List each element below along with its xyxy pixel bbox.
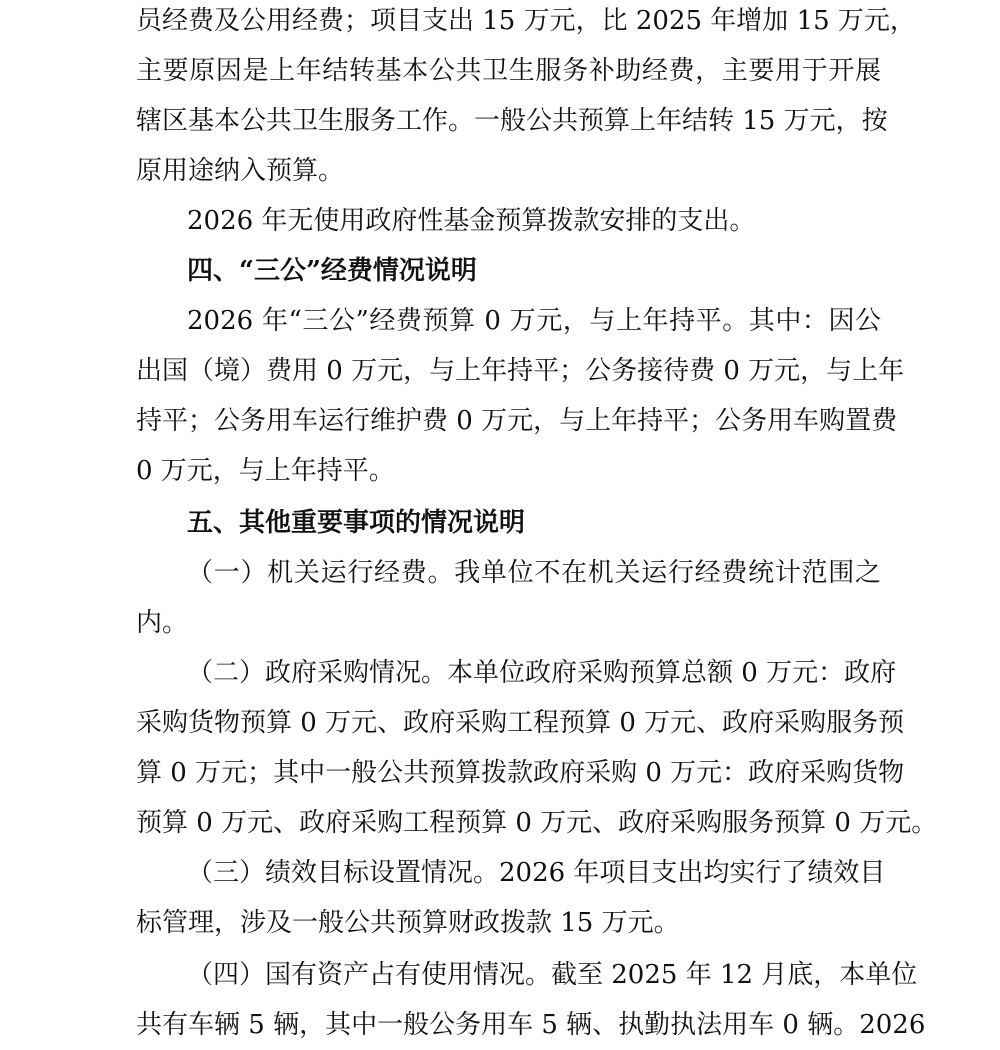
text-line: 算 0 万元；其中一般公共预算拨款政府采购 0 万元：政府采购货物: [136, 758, 905, 788]
text-line: 内。: [136, 608, 189, 638]
text-line: （三）绩效目标设置情况。2026 年项目支出均实行了绩效目: [187, 858, 886, 888]
text-line: 员经费及公用经费；项目支出 15 万元，比 2025 年增加 15 万元，: [136, 6, 916, 36]
text-line: 持平；公务用车运行维护费 0 万元，与上年持平；公务用车购置费: [136, 406, 898, 436]
text-line: 共有车辆 5 辆，其中一般公务用车 5 辆、执勤执法用车 0 辆。2026: [136, 1010, 926, 1040]
text-line: 主要原因是上年结转基本公共卫生服务补助经费，主要用于开展: [136, 56, 881, 86]
text-line: （四）国有资产占有使用情况。截至 2025 年 12 月底，本单位: [187, 960, 918, 990]
text-line: （一）机关运行经费。我单位不在机关运行经费统计范围之: [187, 558, 881, 588]
text-line: （二）政府采购情况。本单位政府采购预算总额 0 万元：政府: [187, 658, 897, 688]
text-line: 采购货物预算 0 万元、政府采购工程预算 0 万元、政府采购服务预: [136, 708, 905, 738]
section-heading: 五、其他重要事项的情况说明: [187, 508, 526, 538]
text-line: 标管理，涉及一般公共预算财政拨款 15 万元。: [136, 908, 680, 938]
text-line: 辖区基本公共卫生服务工作。一般公共预算上年结转 15 万元，按: [136, 106, 888, 136]
section-heading: 四、“三公”经费情况说明: [187, 256, 477, 286]
text-line: 2026 年无使用政府性基金预算拨款安排的支出。: [187, 206, 756, 236]
text-line: 原用途纳入预算。: [136, 156, 345, 186]
text-line: 2026 年“三公”经费预算 0 万元，与上年持平。其中：因公: [187, 306, 881, 336]
text-line: 0 万元，与上年持平。: [136, 456, 395, 486]
text-line: 出国（境）费用 0 万元，与上年持平；公务接待费 0 万元，与上年: [136, 356, 905, 386]
text-line: 预算 0 万元、政府采购工程预算 0 万元、政府采购服务预算 0 万元。: [136, 808, 938, 838]
